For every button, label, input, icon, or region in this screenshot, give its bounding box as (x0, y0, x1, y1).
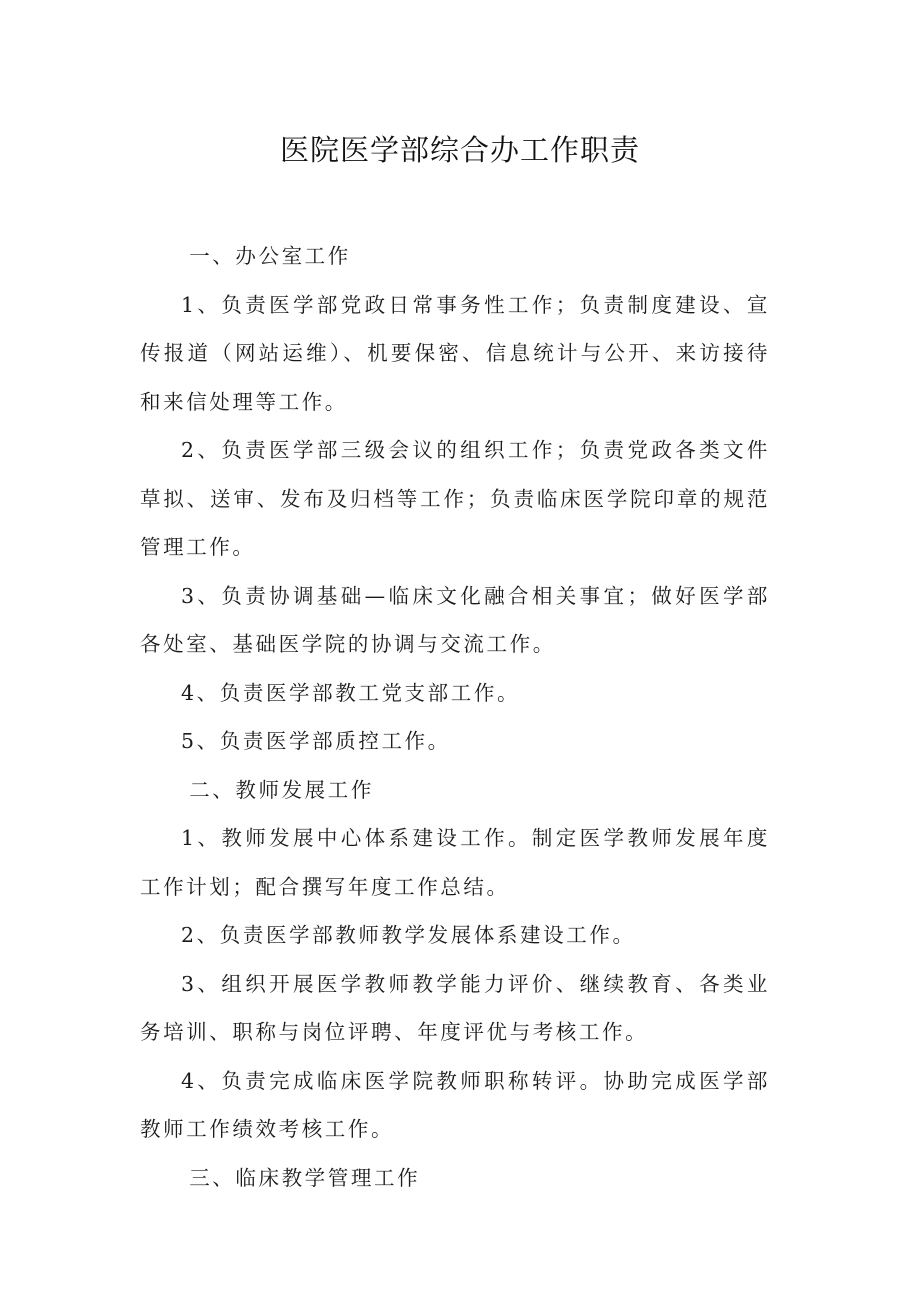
paragraph: 5、负责医学部质控工作。 (181, 729, 451, 753)
section-heading-teacher-development: 二、教师发展工作 (189, 777, 374, 802)
paragraph: 2、负责医学部三级会议的组织工作；负责党政各类文件草拟、送审、发布及归档等工作；负责临床医学院印章的规范管理工作。 (140, 438, 770, 559)
paragraph: 4、负责医学部教工党支部工作。 (181, 680, 521, 705)
paragraph: 3、组织开展医学教师教学能力评价、继续教育、各类业务培训、职称与岗位评聘、年度评优与考核工作。 (140, 971, 770, 1044)
section-heading-clinical-teaching: 三、临床教学管理工作 (189, 1165, 421, 1190)
section-heading-office: 一、办公室工作 (189, 244, 351, 268)
document-title: 医院医学部综合办工作职责 (279, 133, 640, 167)
paragraph: 4、负责完成临床医学院教师职称转评。协助完成医学部教师工作绩效考核工作。 (140, 1068, 770, 1141)
paragraph: 2、负责医学部教师教学发展体系建设工作。 (181, 923, 636, 947)
paragraph: 1、教师发展中心体系建设工作。制定医学教师发展年度工作计划；配合撰写年度工作总结。 (140, 826, 770, 899)
paragraph: 1、负责医学部党政日常事务性工作；负责制度建设、宣传报道（网站运维）、机要保密、信息统计与公开、来访接待和来信处理等工作。 (140, 292, 770, 414)
paragraph: 3、负责协调基础—临床文化融合相关事宜；做好医学部各处室、基础医学院的协调与交流工作。 (140, 583, 770, 656)
document-body (140, 232, 770, 1202)
